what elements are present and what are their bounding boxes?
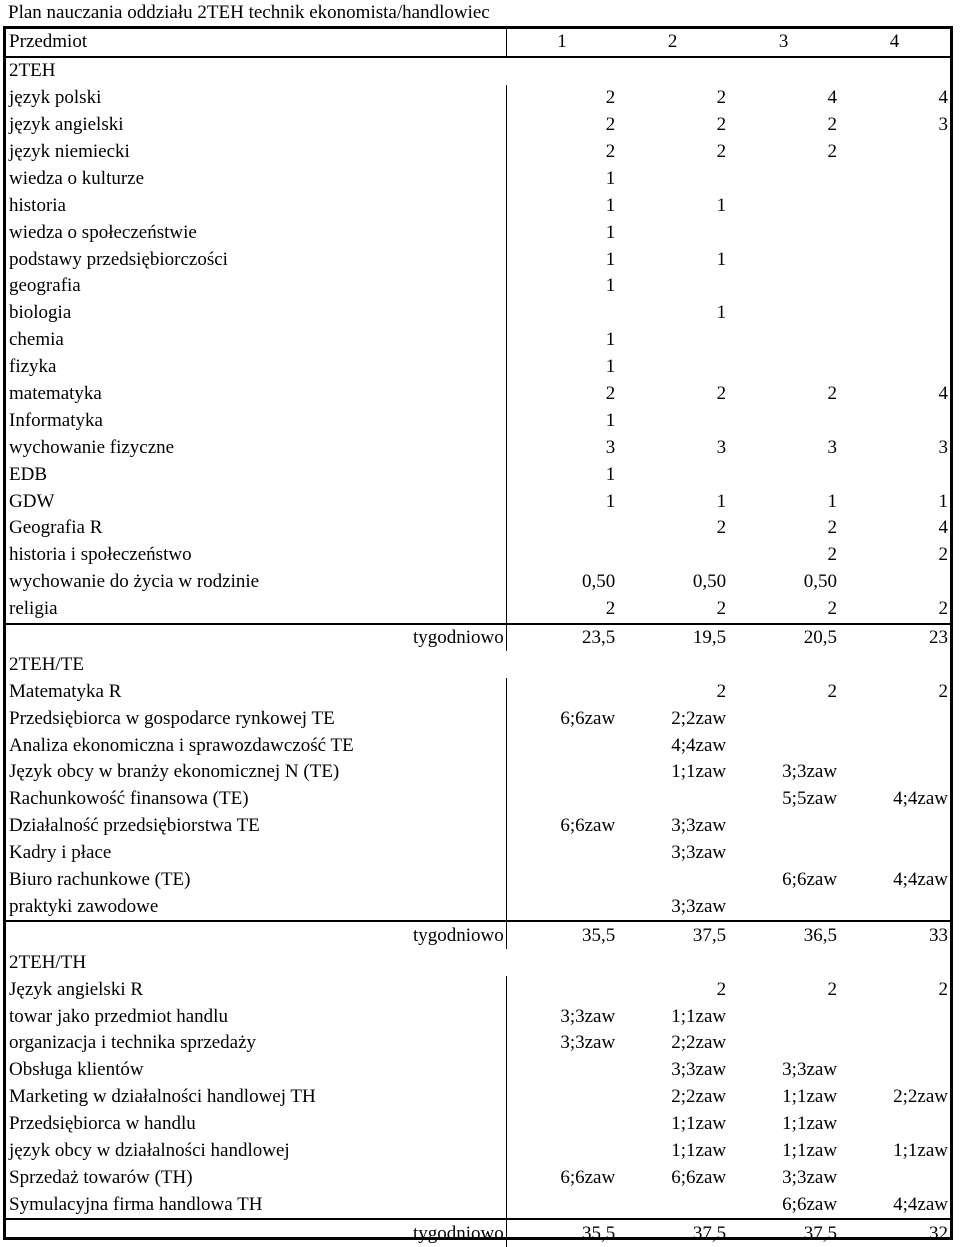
value-col-1 (506, 1111, 617, 1138)
table-row (6, 867, 950, 894)
table-row (6, 1003, 950, 1030)
table-row (6, 759, 950, 786)
value-col-3 (728, 354, 839, 381)
value-col-4 (839, 192, 950, 219)
value-col-1: 3;3zaw (506, 1030, 617, 1057)
value-col-1: 2 (506, 381, 617, 408)
value-col-4 (839, 165, 950, 192)
value-col-1: 0,50 (506, 569, 617, 596)
subject-name: fizyka (9, 356, 57, 378)
page-title: Plan nauczania oddziału 2TEH technik ekonomista/handlowiec (8, 2, 490, 23)
value-col-2: 0,50 (692, 571, 727, 593)
value-col-4 (839, 1030, 950, 1057)
value-col-2: 4;4zaw (671, 734, 727, 756)
plan-table-body (6, 29, 950, 1247)
value-col-2 (617, 786, 728, 813)
value-col-1 (506, 732, 617, 759)
weekly-total-col-4: 32 (839, 1219, 950, 1247)
value-col-3 (728, 192, 839, 219)
subject-name: Przedsiębiorca w gospodarce rynkowej TE (9, 707, 335, 729)
value-col-3: 6;6zaw (782, 1193, 838, 1215)
value-col-3 (728, 273, 839, 300)
weekly-total-col-4: 33 (839, 921, 950, 949)
value-col-3: 3;3zaw (782, 761, 838, 783)
value-col-2: 1 (716, 248, 727, 270)
value-col-4: 2 (938, 598, 948, 620)
subject-name: EDB (9, 463, 47, 485)
value-col-4 (839, 354, 950, 381)
value-col-3 (728, 300, 839, 327)
value-col-2: 2 (716, 978, 727, 1000)
value-col-3 (728, 327, 839, 354)
subject-name: Język angielski R (9, 978, 144, 1000)
value-col-4: 4;4zaw (893, 788, 948, 810)
value-col-1: 1 (506, 192, 617, 219)
section-header-row (6, 57, 950, 85)
subject-name: Kadry i płace (9, 842, 112, 864)
subject-name: Geografia R (9, 517, 103, 539)
value-col-3: 4 (827, 87, 838, 109)
header-col-3: 3 (728, 29, 839, 57)
value-col-2 (617, 354, 728, 381)
value-col-4: 2 (938, 544, 948, 566)
subject-name: historia (9, 194, 66, 216)
value-col-3: 2 (827, 114, 838, 136)
value-col-1: 6;6zaw (506, 705, 617, 732)
header-col-2: 2 (617, 29, 728, 57)
value-col-4 (839, 569, 950, 596)
table-row (6, 407, 950, 434)
value-col-1 (506, 300, 617, 327)
value-col-3: 2 (827, 680, 838, 702)
subject-name: wychowanie fizyczne (9, 436, 175, 458)
table-row (6, 300, 950, 327)
table-row (6, 894, 950, 922)
weekly-total-col-1: 35,5 (506, 921, 617, 949)
subject-name: Analiza ekonomiczna i sprawozdawczość TE (9, 734, 354, 756)
value-col-2 (617, 407, 728, 434)
table-row (6, 1191, 950, 1219)
subject-name: Działalność przedsiębiorstwa TE (9, 815, 260, 837)
table-row (6, 840, 950, 867)
value-col-4 (839, 300, 950, 327)
value-col-3: 2 (827, 517, 838, 539)
value-col-4 (839, 273, 950, 300)
value-col-4 (839, 705, 950, 732)
value-col-2 (617, 461, 728, 488)
value-col-4: 3 (938, 436, 948, 458)
value-col-1: 2 (506, 596, 617, 624)
subject-name: język polski (9, 87, 102, 109)
value-col-2: 1 (716, 194, 727, 216)
value-col-1: 2 (506, 85, 617, 112)
plan-table (6, 29, 950, 1247)
value-col-2: 3;3zaw (671, 815, 727, 837)
value-col-1: 6;6zaw (506, 813, 617, 840)
subject-name: Przedsiębiorca w handlu (9, 1113, 196, 1135)
value-col-4: 3 (938, 114, 948, 136)
value-col-2: 1;1zaw (671, 761, 727, 783)
value-col-4 (839, 813, 950, 840)
table-row (6, 461, 950, 488)
value-col-3: 1;1zaw (782, 1086, 838, 1108)
value-col-1: 6;6zaw (506, 1164, 617, 1191)
subject-name: Informatyka (9, 409, 103, 431)
value-col-3: 3;3zaw (782, 1166, 838, 1188)
subject-name: matematyka (9, 383, 102, 405)
value-col-1 (506, 976, 617, 1003)
subject-name: wiedza o społeczeństwie (9, 221, 197, 243)
subject-name: Sprzedaż towarów (TH) (9, 1166, 193, 1188)
value-col-3: 3;3zaw (782, 1059, 838, 1081)
value-col-3: 2 (827, 978, 838, 1000)
value-col-1 (506, 542, 617, 569)
value-col-1: 2 (506, 139, 617, 166)
subject-name: organizacja i technika sprzedaży (9, 1032, 257, 1054)
weekly-total-col-1: 23,5 (506, 624, 617, 652)
table-row (6, 273, 950, 300)
value-col-1: 3;3zaw (506, 1003, 617, 1030)
value-col-3: 2 (827, 598, 838, 620)
table-row (6, 192, 950, 219)
value-col-2: 2;2zaw (671, 707, 727, 729)
value-col-3: 3 (827, 436, 838, 458)
value-col-2: 3;3zaw (671, 895, 727, 917)
section-title: 2TEH/TH (9, 951, 87, 973)
table-row (6, 678, 950, 705)
value-col-3 (728, 732, 839, 759)
table-row (6, 569, 950, 596)
value-col-1 (506, 1191, 617, 1219)
weekly-total-col-2: 37,5 (617, 921, 728, 949)
subject-name: GDW (9, 490, 55, 512)
value-col-1 (506, 678, 617, 705)
value-col-1: 3 (506, 434, 617, 461)
value-col-1: 1 (506, 407, 617, 434)
value-col-1 (506, 759, 617, 786)
value-col-4: 4;4zaw (893, 869, 948, 891)
subject-name: praktyki zawodowe (9, 895, 159, 917)
value-col-2: 2 (716, 517, 727, 539)
header-col-4: 4 (839, 29, 950, 57)
value-col-3: 2 (827, 383, 838, 405)
subject-name: Język obcy w branży ekonomicznej N (TE) (9, 761, 340, 783)
value-col-4 (839, 407, 950, 434)
table-header-row (6, 29, 950, 57)
weekly-total-label: tygodniowo (6, 624, 506, 652)
weekly-total-col-2: 37,5 (617, 1219, 728, 1247)
value-col-2 (617, 219, 728, 246)
value-col-1: 1 (506, 165, 617, 192)
value-col-3 (728, 165, 839, 192)
value-col-4 (839, 461, 950, 488)
value-col-1: 1 (506, 246, 617, 273)
value-col-2 (617, 867, 728, 894)
value-col-2 (617, 1191, 728, 1219)
weekly-total-col-2: 19,5 (617, 624, 728, 652)
value-col-2: 2 (716, 680, 727, 702)
value-col-3 (728, 813, 839, 840)
value-col-4 (839, 1111, 950, 1138)
value-col-1 (506, 1057, 617, 1084)
section-header-row (6, 949, 950, 976)
value-col-1 (506, 840, 617, 867)
value-col-3 (728, 1003, 839, 1030)
value-col-2: 1;1zaw (671, 1139, 727, 1161)
subject-name: podstawy przedsiębiorczości (9, 248, 228, 270)
table-row (6, 381, 950, 408)
value-col-3: 2 (827, 544, 838, 566)
table-row (6, 85, 950, 112)
value-col-2: 2 (716, 141, 727, 162)
weekly-total-col-3: 20,5 (728, 624, 839, 652)
table-row (6, 1138, 950, 1165)
table-row (6, 705, 950, 732)
value-col-3: 1;1zaw (782, 1139, 838, 1161)
header-col-1: 1 (506, 29, 617, 57)
value-col-3 (728, 246, 839, 273)
value-col-1 (506, 1138, 617, 1165)
value-col-4 (839, 1057, 950, 1084)
value-col-1: 1 (506, 461, 617, 488)
section-header-row (6, 651, 950, 678)
value-col-3: 5;5zaw (782, 788, 838, 810)
value-col-4: 2 (938, 680, 948, 702)
weekly-total-col-1: 35,5 (506, 1219, 617, 1247)
subject-name: Biuro rachunkowe (TE) (9, 869, 191, 891)
value-col-1 (506, 1084, 617, 1111)
value-col-1 (506, 786, 617, 813)
table-row (6, 246, 950, 273)
value-col-2: 2 (716, 114, 727, 136)
value-col-1 (506, 894, 617, 922)
value-col-4 (839, 894, 950, 922)
table-row (6, 542, 950, 569)
subject-name: geografia (9, 275, 81, 297)
subject-name: historia i społeczeństwo (9, 544, 192, 566)
table-row (6, 327, 950, 354)
value-col-3 (728, 894, 839, 922)
table-row (6, 434, 950, 461)
value-col-2: 1;1zaw (671, 1113, 727, 1135)
subject-name: towar jako przedmiot handlu (9, 1005, 228, 1027)
value-col-3 (728, 461, 839, 488)
table-row (6, 1111, 950, 1138)
value-col-4 (839, 1164, 950, 1191)
table-row (6, 354, 950, 381)
weekly-total-row (6, 921, 950, 949)
value-col-4 (839, 139, 950, 166)
table-row (6, 813, 950, 840)
weekly-total-col-3: 37,5 (728, 1219, 839, 1247)
value-col-4 (839, 759, 950, 786)
value-col-3 (728, 840, 839, 867)
value-col-2: 3;3zaw (671, 1059, 727, 1081)
subject-name: Symulacyjna firma handlowa TH (9, 1193, 263, 1215)
value-col-3: 2 (827, 141, 838, 162)
table-row (6, 786, 950, 813)
value-col-4 (839, 840, 950, 867)
value-col-2: 3;3zaw (671, 842, 727, 864)
value-col-2 (617, 273, 728, 300)
value-col-1 (506, 867, 617, 894)
value-col-4 (839, 246, 950, 273)
value-col-3: 1 (827, 490, 838, 512)
table-row (6, 165, 950, 192)
table-row (6, 596, 950, 624)
subject-name: religia (9, 598, 58, 620)
value-col-2: 1;1zaw (671, 1005, 727, 1027)
subject-name: wiedza o kulturze (9, 167, 145, 189)
value-col-2: 3 (716, 436, 727, 458)
header-subject: Przedmiot (6, 29, 506, 57)
subject-name: Obsługa klientów (9, 1059, 144, 1081)
value-col-3 (728, 219, 839, 246)
value-col-1: 1 (506, 273, 617, 300)
subject-name: Rachunkowość finansowa (TE) (9, 788, 249, 810)
value-col-3 (728, 705, 839, 732)
table-row (6, 139, 950, 166)
value-col-1: 1 (506, 219, 617, 246)
value-col-4: 4 (938, 383, 948, 405)
subject-name: Matematyka R (9, 680, 122, 702)
subject-name: język angielski (9, 114, 124, 136)
weekly-total-label: tygodniowo (6, 1219, 506, 1247)
value-col-2: 2;2zaw (671, 1086, 727, 1108)
value-col-2: 2 (716, 383, 727, 405)
value-col-1 (506, 515, 617, 542)
table-row (6, 1057, 950, 1084)
table-row (6, 1164, 950, 1191)
value-col-4 (839, 1003, 950, 1030)
value-col-4 (839, 732, 950, 759)
plan-table-frame (3, 26, 953, 1244)
value-col-3: 1;1zaw (782, 1113, 838, 1135)
value-col-2: 2;2zaw (671, 1032, 727, 1054)
table-row (6, 219, 950, 246)
table-row (6, 488, 950, 515)
value-col-2: 6;6zaw (671, 1166, 727, 1188)
value-col-4: 4 (938, 517, 948, 539)
value-col-1: 1 (506, 354, 617, 381)
value-col-2: 1 (716, 490, 727, 512)
table-row (6, 112, 950, 139)
value-col-4: 2;2zaw (893, 1086, 948, 1108)
value-col-2 (617, 542, 728, 569)
weekly-total-col-4: 23 (839, 624, 950, 652)
value-col-1: 1 (506, 327, 617, 354)
table-row (6, 515, 950, 542)
weekly-total-col-3: 36,5 (728, 921, 839, 949)
value-col-1: 1 (506, 488, 617, 515)
section-title: 2TEH/TE (9, 653, 84, 675)
value-col-4: 2 (938, 978, 948, 1000)
subject-name: chemia (9, 329, 64, 351)
table-row (6, 732, 950, 759)
table-row (6, 1030, 950, 1057)
weekly-total-row (6, 624, 950, 652)
subject-name: język niemiecki (9, 141, 130, 162)
value-col-4: 1;1zaw (893, 1139, 948, 1161)
value-col-4: 4 (938, 87, 948, 109)
value-col-3 (728, 407, 839, 434)
value-col-4 (839, 327, 950, 354)
value-col-1: 2 (506, 112, 617, 139)
value-col-4 (839, 219, 950, 246)
value-col-4: 1 (938, 490, 948, 512)
value-col-2 (617, 165, 728, 192)
value-col-2: 2 (716, 87, 727, 109)
value-col-2: 2 (716, 598, 727, 620)
subject-name: język obcy w działalności handlowej (9, 1139, 290, 1161)
table-row (6, 1084, 950, 1111)
table-row (6, 976, 950, 1003)
section-title: 2TEH (9, 60, 56, 82)
value-col-2 (617, 327, 728, 354)
subject-name: biologia (9, 302, 72, 324)
value-col-3 (728, 1030, 839, 1057)
value-col-3: 6;6zaw (782, 869, 838, 891)
weekly-total-label: tygodniowo (6, 921, 506, 949)
subject-name: wychowanie do życia w rodzinie (9, 571, 260, 593)
subject-name: Marketing w działalności handlowej TH (9, 1086, 316, 1108)
value-col-4: 4;4zaw (893, 1193, 948, 1215)
value-col-3: 0,50 (803, 571, 838, 593)
weekly-total-row (6, 1219, 950, 1247)
value-col-2: 1 (716, 302, 727, 324)
